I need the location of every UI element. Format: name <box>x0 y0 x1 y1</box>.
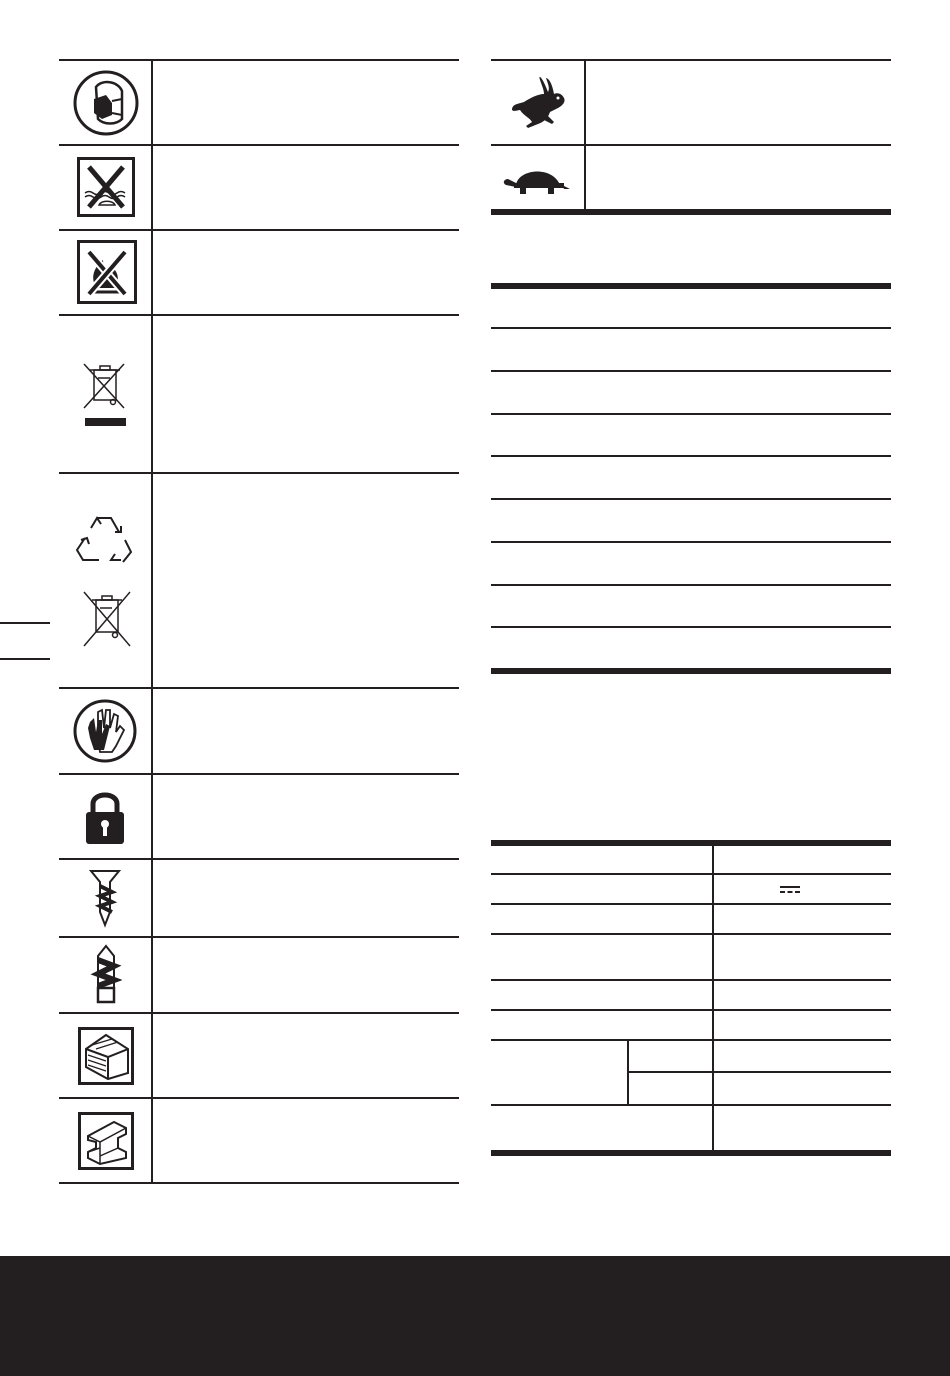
table-row <box>627 1071 891 1073</box>
parts-list-bottom-rule <box>491 668 891 674</box>
table-rule <box>491 144 891 146</box>
list-item <box>491 584 891 586</box>
recycle-icon <box>75 512 133 568</box>
footer-band <box>0 1256 950 1376</box>
column-divider <box>627 1040 629 1105</box>
table-rule <box>59 1182 459 1184</box>
screw-icon <box>88 868 122 928</box>
no-water-icon <box>77 157 135 217</box>
no-fire-icon <box>77 240 137 304</box>
weee-crossed-bin-icon <box>80 360 130 430</box>
section-tab-mark <box>0 622 50 624</box>
table-row <box>491 903 891 905</box>
table-rule <box>59 144 459 146</box>
table-rule <box>59 59 459 61</box>
wood-icon <box>78 1027 134 1085</box>
dc-current-icon <box>780 886 800 894</box>
dust-mask-icon <box>72 69 140 137</box>
list-item <box>491 327 891 329</box>
column-divider <box>584 60 586 210</box>
list-item <box>491 455 891 457</box>
parts-list-top-rule <box>491 283 891 289</box>
gloves-icon <box>72 698 138 764</box>
table-row <box>491 1009 891 1011</box>
rabbit-fast-icon <box>508 72 570 130</box>
specs-table-top-rule <box>491 840 891 846</box>
list-item <box>491 498 891 500</box>
table-row <box>491 873 891 875</box>
section-tab-mark <box>0 658 50 660</box>
table-rule <box>59 229 459 231</box>
table-rule <box>59 472 459 474</box>
table-rule <box>59 858 459 860</box>
table-rule <box>491 59 891 61</box>
column-divider <box>712 844 714 1151</box>
lock-icon <box>83 790 127 846</box>
table-rule <box>59 773 459 775</box>
list-item <box>491 541 891 543</box>
turtle-slow-icon <box>502 163 572 195</box>
drill-bit-icon <box>90 944 122 1006</box>
table-rule <box>59 1012 459 1014</box>
specs-table-bottom-rule <box>491 1150 891 1156</box>
list-item <box>491 626 891 628</box>
table-row <box>491 979 891 981</box>
list-item <box>491 413 891 415</box>
table-rule-thick <box>491 209 891 215</box>
table-rule <box>59 1097 459 1099</box>
metal-icon <box>78 1112 134 1170</box>
crossed-bin-icon <box>78 590 136 650</box>
list-item <box>491 370 891 372</box>
table-row <box>491 1039 891 1041</box>
table-rule <box>59 314 459 316</box>
table-row <box>491 1104 891 1106</box>
table-rule <box>59 936 459 938</box>
table-rule <box>59 687 459 689</box>
table-row <box>491 933 891 935</box>
column-divider <box>151 60 153 1183</box>
